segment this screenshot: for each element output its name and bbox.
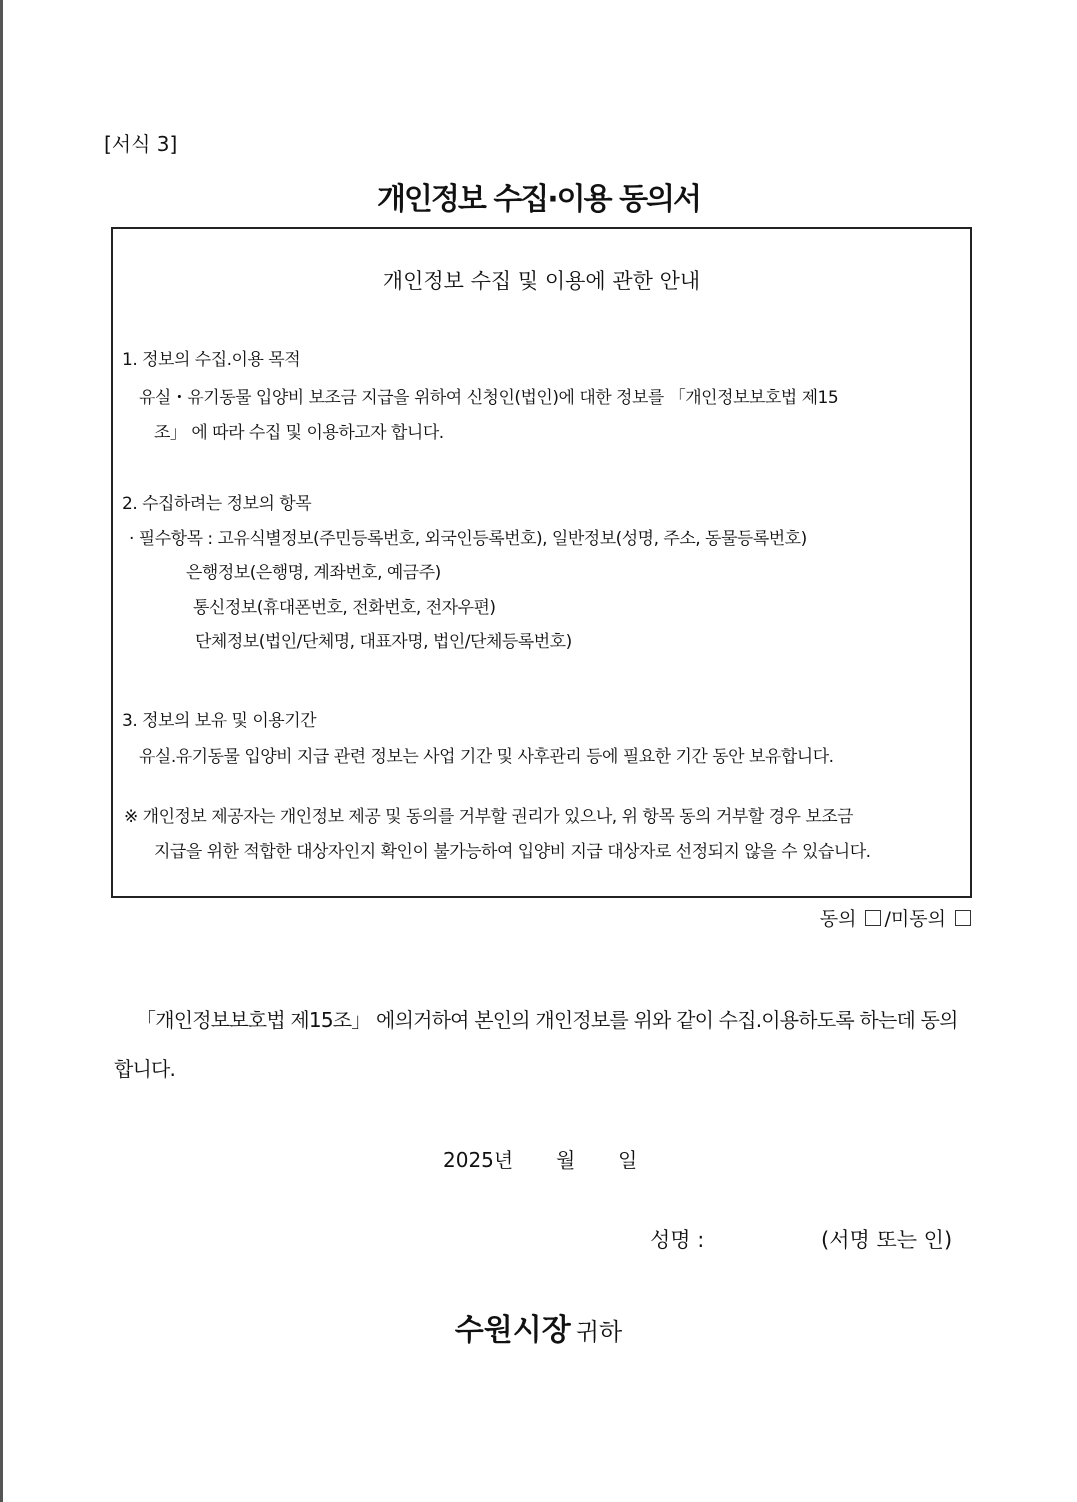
section2-bank-info: 은행정보(은행명, 계좌번호, 예금주) <box>186 563 441 583</box>
section1-heading: 1. 정보의 수집.이용 목적 <box>122 350 301 370</box>
page-left-border <box>0 0 3 1502</box>
addressee-regards: 귀하 <box>575 1318 623 1346</box>
addressee-mayor: 수원시장 <box>454 1313 571 1348</box>
section3-heading: 3. 정보의 보유 및 이용기간 <box>122 711 317 731</box>
section1-line1: 유실・유기동물 입양비 보조금 지급을 위하여 신청인(법인)에 대한 정보를 「개인정보보호법 제15 <box>139 388 839 408</box>
addressee <box>0 1305 1077 1349</box>
date-year: 2025년 <box>443 1148 514 1172</box>
signature-hint: (서명 또는 인) <box>821 1228 953 1252</box>
section2-contact-info: 통신정보(휴대폰번호, 전화번호, 전자우편) <box>193 598 496 618</box>
form-number: [서식 3] <box>104 132 178 156</box>
consent-statement-line2: 합니다. <box>114 1057 176 1081</box>
agree-label: 동의 <box>819 908 857 930</box>
date-month: 월 <box>556 1148 576 1172</box>
date-day: 일 <box>618 1148 638 1172</box>
consent-separator: / <box>884 908 891 930</box>
disagree-checkbox[interactable] <box>955 910 971 926</box>
disagree-label: 미동의 <box>890 908 946 930</box>
section1-line2: 조」 에 따라 수집 및 이용하고자 합니다. <box>154 423 444 443</box>
section2-group-info: 단체정보(법인/단체명, 대표자명, 법인/단체등록번호) <box>195 632 572 652</box>
caution-line2: 지급을 위한 적합한 대상자인지 확인이 불가능하여 입양비 지급 대상자로 선정되지 않을 수 있습니다. <box>154 842 871 862</box>
agree-checkbox[interactable] <box>865 910 881 926</box>
caution-line1: ※ 개인정보 제공자는 개인정보 제공 및 동의를 거부할 권리가 있으나, 위 항목 동의 거부할 경우 보조금 <box>124 807 854 827</box>
document-title: 개인정보 수집·이용 동의서 <box>376 182 701 217</box>
consent-statement-line1: 「개인정보보호법 제15조」 에의거하여 본인의 개인정보를 위와 같이 수집.이용하도록 하는데 동의 <box>136 1008 958 1032</box>
section2-required-items: · 필수항목 : 고유식별정보(주민등록번호, 외국인등록번호), 일반정보(성명, 주소, 동물등록번호) <box>129 529 807 549</box>
section3-line1: 유실.유기동물 입양비 지급 관련 정보는 사업 기간 및 사후관리 등에 필요한 기간 동안 보유합니다. <box>139 747 834 767</box>
section2-heading: 2. 수집하려는 정보의 항목 <box>122 494 312 514</box>
notice-box <box>111 227 972 898</box>
consent-checkboxes <box>820 904 974 931</box>
notice-title: 개인정보 수집 및 이용에 관한 안내 <box>382 269 701 293</box>
signature-name-label: 성명 : <box>650 1228 705 1252</box>
